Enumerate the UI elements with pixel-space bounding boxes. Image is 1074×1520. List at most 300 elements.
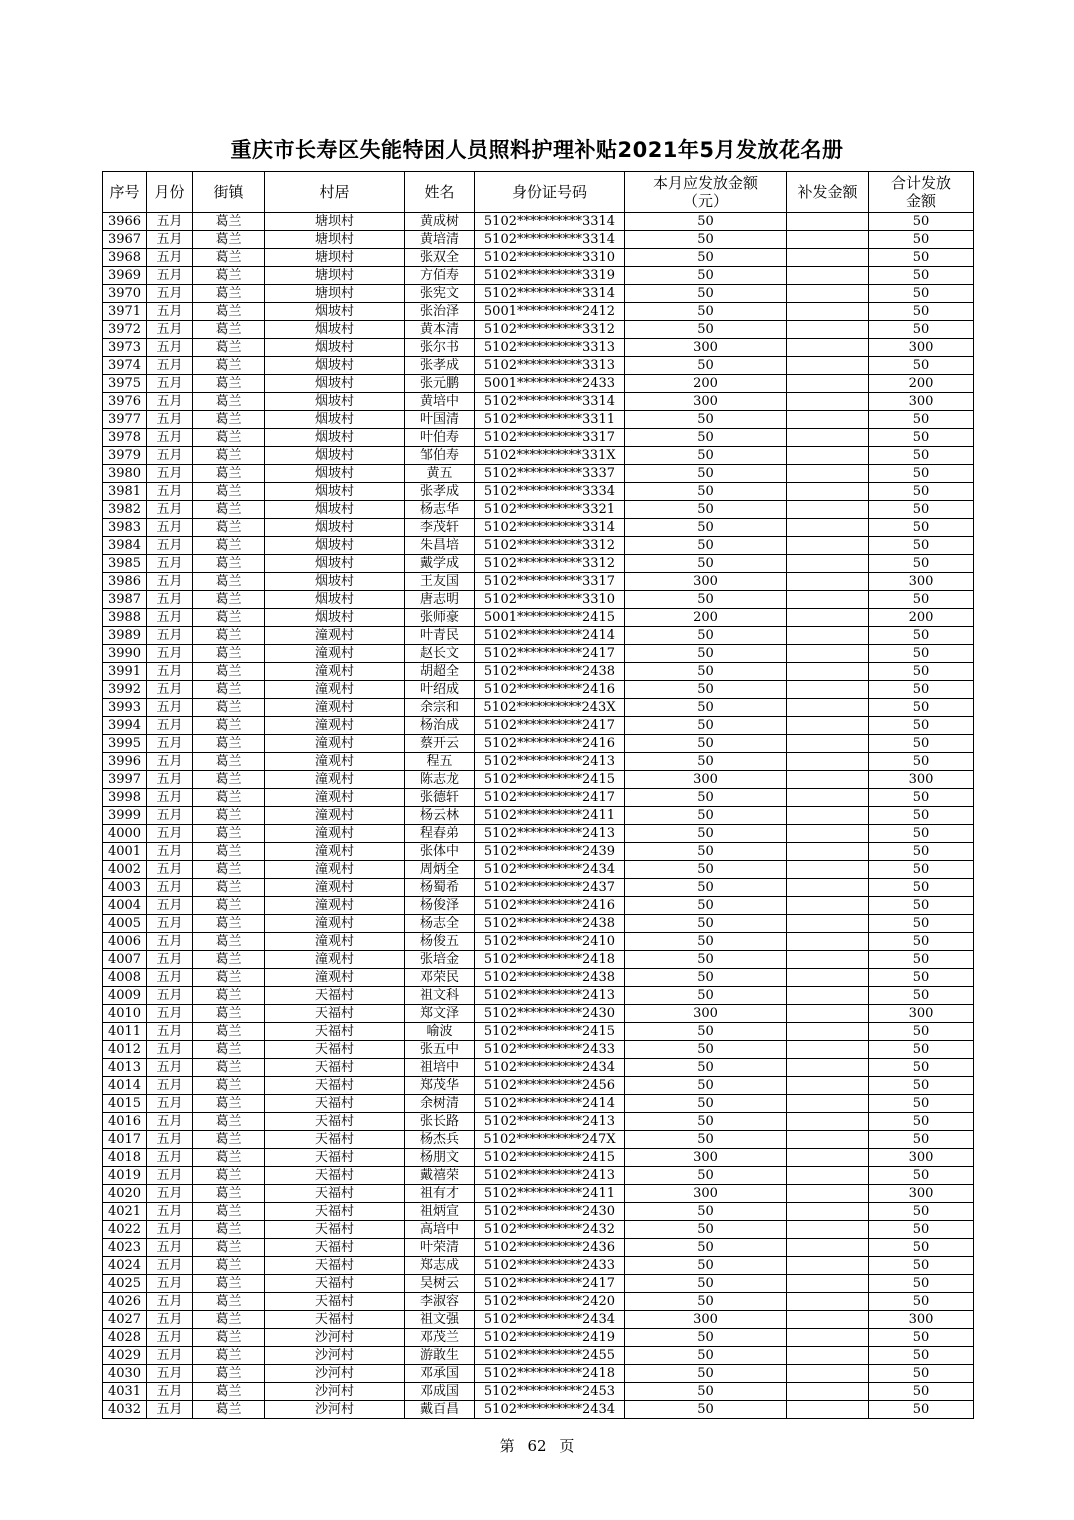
col-header-town: 街镇 bbox=[193, 172, 265, 213]
cell-name: 戴禧荣 bbox=[405, 1167, 475, 1185]
cell-index: 3983 bbox=[103, 519, 147, 537]
cell-town: 葛兰 bbox=[193, 285, 265, 303]
cell-village: 烟坡村 bbox=[265, 393, 405, 411]
table-row bbox=[103, 771, 974, 789]
cell-id-number: 5102**********2434 bbox=[475, 1059, 625, 1077]
cell-supplement bbox=[787, 1149, 869, 1167]
cell-village: 潼观村 bbox=[265, 645, 405, 663]
cell-month: 五月 bbox=[147, 1095, 193, 1113]
cell-town: 葛兰 bbox=[193, 789, 265, 807]
cell-id-number: 5102**********3312 bbox=[475, 321, 625, 339]
cell-total: 200 bbox=[869, 375, 974, 393]
cell-town: 葛兰 bbox=[193, 573, 265, 591]
cell-month: 五月 bbox=[147, 573, 193, 591]
cell-village: 烟坡村 bbox=[265, 519, 405, 537]
cell-village: 沙河村 bbox=[265, 1329, 405, 1347]
cell-monthly-amount: 200 bbox=[625, 375, 787, 393]
cell-month: 五月 bbox=[147, 897, 193, 915]
table-row bbox=[103, 915, 974, 933]
cell-total: 50 bbox=[869, 321, 974, 339]
cell-month: 五月 bbox=[147, 627, 193, 645]
cell-index: 3989 bbox=[103, 627, 147, 645]
cell-monthly-amount: 50 bbox=[625, 357, 787, 375]
cell-month: 五月 bbox=[147, 735, 193, 753]
cell-index: 4017 bbox=[103, 1131, 147, 1149]
cell-id-number: 5001**********2433 bbox=[475, 375, 625, 393]
cell-village: 天福村 bbox=[265, 1257, 405, 1275]
cell-id-number: 5102**********2413 bbox=[475, 825, 625, 843]
cell-town: 葛兰 bbox=[193, 339, 265, 357]
cell-monthly-amount: 50 bbox=[625, 1077, 787, 1095]
cell-total: 300 bbox=[869, 573, 974, 591]
cell-index: 4006 bbox=[103, 933, 147, 951]
cell-id-number: 5102**********2456 bbox=[475, 1077, 625, 1095]
cell-index: 4031 bbox=[103, 1383, 147, 1401]
cell-id-number: 5102**********2415 bbox=[475, 771, 625, 789]
table-row bbox=[103, 1059, 974, 1077]
cell-village: 潼观村 bbox=[265, 951, 405, 969]
cell-name: 李茂轩 bbox=[405, 519, 475, 537]
cell-index: 4023 bbox=[103, 1239, 147, 1257]
cell-monthly-amount: 50 bbox=[625, 447, 787, 465]
cell-town: 葛兰 bbox=[193, 1365, 265, 1383]
cell-town: 葛兰 bbox=[193, 969, 265, 987]
cell-name: 叶绍成 bbox=[405, 681, 475, 699]
cell-name: 程五 bbox=[405, 753, 475, 771]
cell-month: 五月 bbox=[147, 861, 193, 879]
cell-index: 3986 bbox=[103, 573, 147, 591]
cell-id-number: 5102**********3310 bbox=[475, 591, 625, 609]
cell-monthly-amount: 50 bbox=[625, 1383, 787, 1401]
cell-town: 葛兰 bbox=[193, 1149, 265, 1167]
cell-total: 50 bbox=[869, 285, 974, 303]
cell-month: 五月 bbox=[147, 843, 193, 861]
cell-monthly-amount: 50 bbox=[625, 285, 787, 303]
roster-body bbox=[103, 213, 974, 1419]
table-row bbox=[103, 231, 974, 249]
cell-village: 潼观村 bbox=[265, 735, 405, 753]
cell-total: 50 bbox=[869, 807, 974, 825]
cell-month: 五月 bbox=[147, 1311, 193, 1329]
table-row bbox=[103, 1311, 974, 1329]
table-row bbox=[103, 1077, 974, 1095]
table-row bbox=[103, 807, 974, 825]
cell-total: 300 bbox=[869, 1005, 974, 1023]
cell-index: 4022 bbox=[103, 1221, 147, 1239]
cell-index: 4032 bbox=[103, 1401, 147, 1419]
cell-total: 300 bbox=[869, 771, 974, 789]
cell-monthly-amount: 50 bbox=[625, 987, 787, 1005]
cell-name: 郑文泽 bbox=[405, 1005, 475, 1023]
cell-month: 五月 bbox=[147, 393, 193, 411]
cell-month: 五月 bbox=[147, 1239, 193, 1257]
cell-total: 50 bbox=[869, 1095, 974, 1113]
cell-index: 4029 bbox=[103, 1347, 147, 1365]
cell-total: 50 bbox=[869, 645, 974, 663]
cell-monthly-amount: 50 bbox=[625, 321, 787, 339]
cell-id-number: 5102**********2455 bbox=[475, 1347, 625, 1365]
col-header-id-number: 身份证号码 bbox=[475, 172, 625, 213]
cell-index: 4005 bbox=[103, 915, 147, 933]
cell-id-number: 5102**********2417 bbox=[475, 645, 625, 663]
cell-monthly-amount: 50 bbox=[625, 303, 787, 321]
cell-village: 烟坡村 bbox=[265, 429, 405, 447]
cell-supplement bbox=[787, 519, 869, 537]
cell-total: 50 bbox=[869, 717, 974, 735]
cell-name: 郑茂华 bbox=[405, 1077, 475, 1095]
cell-id-number: 5102**********2415 bbox=[475, 1149, 625, 1167]
cell-name: 杨朋文 bbox=[405, 1149, 475, 1167]
table-row bbox=[103, 375, 974, 393]
cell-name: 杨杰兵 bbox=[405, 1131, 475, 1149]
cell-month: 五月 bbox=[147, 537, 193, 555]
cell-supplement bbox=[787, 1311, 869, 1329]
cell-index: 4013 bbox=[103, 1059, 147, 1077]
cell-id-number: 5102**********3314 bbox=[475, 519, 625, 537]
cell-month: 五月 bbox=[147, 1185, 193, 1203]
cell-id-number: 5102**********2418 bbox=[475, 951, 625, 969]
cell-index: 4019 bbox=[103, 1167, 147, 1185]
cell-supplement bbox=[787, 1257, 869, 1275]
cell-id-number: 5001**********2415 bbox=[475, 609, 625, 627]
cell-name: 王友国 bbox=[405, 573, 475, 591]
cell-town: 葛兰 bbox=[193, 825, 265, 843]
cell-supplement bbox=[787, 789, 869, 807]
cell-town: 葛兰 bbox=[193, 249, 265, 267]
cell-index: 4018 bbox=[103, 1149, 147, 1167]
cell-index: 3973 bbox=[103, 339, 147, 357]
cell-name: 余树清 bbox=[405, 1095, 475, 1113]
table-row bbox=[103, 1095, 974, 1113]
cell-supplement bbox=[787, 735, 869, 753]
cell-id-number: 5102**********2438 bbox=[475, 915, 625, 933]
cell-town: 葛兰 bbox=[193, 465, 265, 483]
table-row bbox=[103, 843, 974, 861]
cell-name: 黄成树 bbox=[405, 213, 475, 231]
table-row bbox=[103, 1401, 974, 1419]
cell-monthly-amount: 50 bbox=[625, 915, 787, 933]
table-row bbox=[103, 411, 974, 429]
cell-total: 300 bbox=[869, 393, 974, 411]
cell-village: 塘坝村 bbox=[265, 267, 405, 285]
cell-supplement bbox=[787, 1275, 869, 1293]
cell-monthly-amount: 50 bbox=[625, 1365, 787, 1383]
table-row bbox=[103, 699, 974, 717]
cell-town: 葛兰 bbox=[193, 1347, 265, 1365]
cell-supplement bbox=[787, 447, 869, 465]
cell-name: 叶国清 bbox=[405, 411, 475, 429]
cell-total: 50 bbox=[869, 1329, 974, 1347]
roster-table bbox=[102, 171, 974, 1419]
cell-total: 50 bbox=[869, 357, 974, 375]
cell-monthly-amount: 50 bbox=[625, 519, 787, 537]
cell-index: 4010 bbox=[103, 1005, 147, 1023]
cell-id-number: 5102**********3319 bbox=[475, 267, 625, 285]
table-header-row bbox=[103, 172, 974, 213]
col-header-month: 月份 bbox=[147, 172, 193, 213]
cell-month: 五月 bbox=[147, 951, 193, 969]
cell-monthly-amount: 50 bbox=[625, 1401, 787, 1419]
cell-village: 潼观村 bbox=[265, 663, 405, 681]
cell-supplement bbox=[787, 321, 869, 339]
cell-village: 烟坡村 bbox=[265, 609, 405, 627]
cell-month: 五月 bbox=[147, 411, 193, 429]
cell-id-number: 5102**********2413 bbox=[475, 1167, 625, 1185]
cell-village: 潼观村 bbox=[265, 627, 405, 645]
cell-total: 50 bbox=[869, 789, 974, 807]
cell-total: 50 bbox=[869, 843, 974, 861]
cell-index: 3992 bbox=[103, 681, 147, 699]
cell-month: 五月 bbox=[147, 807, 193, 825]
cell-town: 葛兰 bbox=[193, 1383, 265, 1401]
cell-name: 余宗和 bbox=[405, 699, 475, 717]
cell-village: 塘坝村 bbox=[265, 285, 405, 303]
cell-name: 祖炳宣 bbox=[405, 1203, 475, 1221]
cell-index: 4021 bbox=[103, 1203, 147, 1221]
table-row bbox=[103, 267, 974, 285]
table-row bbox=[103, 321, 974, 339]
cell-total: 50 bbox=[869, 213, 974, 231]
cell-monthly-amount: 50 bbox=[625, 267, 787, 285]
col-header-monthly-amount-line2: （元） bbox=[682, 192, 728, 210]
cell-town: 葛兰 bbox=[193, 537, 265, 555]
cell-town: 葛兰 bbox=[193, 1041, 265, 1059]
cell-id-number: 5102**********2438 bbox=[475, 663, 625, 681]
cell-monthly-amount: 50 bbox=[625, 951, 787, 969]
cell-index: 3994 bbox=[103, 717, 147, 735]
cell-supplement bbox=[787, 609, 869, 627]
cell-index: 3990 bbox=[103, 645, 147, 663]
page-footer bbox=[0, 1435, 1074, 1456]
cell-id-number: 5102**********3317 bbox=[475, 573, 625, 591]
cell-supplement bbox=[787, 933, 869, 951]
cell-month: 五月 bbox=[147, 285, 193, 303]
cell-total: 200 bbox=[869, 609, 974, 627]
cell-village: 潼观村 bbox=[265, 879, 405, 897]
col-header-index: 序号 bbox=[103, 172, 147, 213]
cell-supplement bbox=[787, 1167, 869, 1185]
table-row bbox=[103, 1185, 974, 1203]
cell-name: 邹伯寿 bbox=[405, 447, 475, 465]
cell-supplement bbox=[787, 1077, 869, 1095]
cell-name: 张德轩 bbox=[405, 789, 475, 807]
cell-index: 3980 bbox=[103, 465, 147, 483]
cell-index: 4015 bbox=[103, 1095, 147, 1113]
cell-total: 50 bbox=[869, 591, 974, 609]
cell-index: 3995 bbox=[103, 735, 147, 753]
cell-index: 3984 bbox=[103, 537, 147, 555]
cell-name: 陈志龙 bbox=[405, 771, 475, 789]
table-row bbox=[103, 213, 974, 231]
cell-index: 4027 bbox=[103, 1311, 147, 1329]
cell-name: 杨志全 bbox=[405, 915, 475, 933]
cell-name: 喻波 bbox=[405, 1023, 475, 1041]
cell-town: 葛兰 bbox=[193, 915, 265, 933]
cell-village: 沙河村 bbox=[265, 1383, 405, 1401]
cell-index: 3998 bbox=[103, 789, 147, 807]
table-row bbox=[103, 933, 974, 951]
table-row bbox=[103, 429, 974, 447]
cell-supplement bbox=[787, 1185, 869, 1203]
cell-supplement bbox=[787, 771, 869, 789]
cell-supplement bbox=[787, 1041, 869, 1059]
cell-name: 张宪文 bbox=[405, 285, 475, 303]
cell-index: 4025 bbox=[103, 1275, 147, 1293]
cell-id-number: 5102**********2430 bbox=[475, 1203, 625, 1221]
table-row bbox=[103, 1383, 974, 1401]
cell-name: 邓成国 bbox=[405, 1383, 475, 1401]
cell-town: 葛兰 bbox=[193, 717, 265, 735]
cell-total: 50 bbox=[869, 1221, 974, 1239]
cell-town: 葛兰 bbox=[193, 303, 265, 321]
cell-name: 黄培中 bbox=[405, 393, 475, 411]
cell-month: 五月 bbox=[147, 303, 193, 321]
cell-village: 烟坡村 bbox=[265, 573, 405, 591]
table-row bbox=[103, 645, 974, 663]
cell-total: 50 bbox=[869, 411, 974, 429]
table-row bbox=[103, 483, 974, 501]
table-row bbox=[103, 987, 974, 1005]
cell-name: 高培中 bbox=[405, 1221, 475, 1239]
cell-index: 3996 bbox=[103, 753, 147, 771]
cell-supplement bbox=[787, 1221, 869, 1239]
cell-id-number: 5102**********2416 bbox=[475, 897, 625, 915]
cell-supplement bbox=[787, 663, 869, 681]
cell-monthly-amount: 50 bbox=[625, 969, 787, 987]
cell-town: 葛兰 bbox=[193, 933, 265, 951]
cell-village: 烟坡村 bbox=[265, 321, 405, 339]
cell-name: 杨俊五 bbox=[405, 933, 475, 951]
cell-index: 3985 bbox=[103, 555, 147, 573]
cell-supplement bbox=[787, 1095, 869, 1113]
cell-name: 黄五 bbox=[405, 465, 475, 483]
cell-supplement bbox=[787, 843, 869, 861]
cell-village: 潼观村 bbox=[265, 789, 405, 807]
cell-index: 3982 bbox=[103, 501, 147, 519]
cell-id-number: 5102**********2411 bbox=[475, 807, 625, 825]
cell-month: 五月 bbox=[147, 1077, 193, 1095]
table-row bbox=[103, 285, 974, 303]
cell-town: 葛兰 bbox=[193, 1077, 265, 1095]
cell-total: 300 bbox=[869, 1185, 974, 1203]
cell-id-number: 5102**********2411 bbox=[475, 1185, 625, 1203]
cell-month: 五月 bbox=[147, 1293, 193, 1311]
cell-town: 葛兰 bbox=[193, 681, 265, 699]
cell-monthly-amount: 50 bbox=[625, 843, 787, 861]
cell-monthly-amount: 200 bbox=[625, 609, 787, 627]
cell-name: 张孝成 bbox=[405, 357, 475, 375]
cell-monthly-amount: 300 bbox=[625, 1149, 787, 1167]
cell-total: 300 bbox=[869, 1311, 974, 1329]
cell-village: 天福村 bbox=[265, 1311, 405, 1329]
cell-village: 潼观村 bbox=[265, 843, 405, 861]
cell-town: 葛兰 bbox=[193, 897, 265, 915]
cell-village: 潼观村 bbox=[265, 699, 405, 717]
table-row bbox=[103, 1329, 974, 1347]
cell-monthly-amount: 50 bbox=[625, 735, 787, 753]
table-row bbox=[103, 753, 974, 771]
cell-month: 五月 bbox=[147, 1041, 193, 1059]
cell-monthly-amount: 50 bbox=[625, 1131, 787, 1149]
cell-village: 烟坡村 bbox=[265, 501, 405, 519]
cell-monthly-amount: 50 bbox=[625, 1293, 787, 1311]
table-row bbox=[103, 1167, 974, 1185]
cell-id-number: 5102**********3317 bbox=[475, 429, 625, 447]
cell-total: 50 bbox=[869, 483, 974, 501]
cell-town: 葛兰 bbox=[193, 807, 265, 825]
table-row bbox=[103, 447, 974, 465]
cell-monthly-amount: 50 bbox=[625, 825, 787, 843]
cell-monthly-amount: 50 bbox=[625, 591, 787, 609]
cell-name: 朱昌培 bbox=[405, 537, 475, 555]
cell-index: 3987 bbox=[103, 591, 147, 609]
cell-name: 吴树云 bbox=[405, 1275, 475, 1293]
cell-village: 天福村 bbox=[265, 1239, 405, 1257]
cell-town: 葛兰 bbox=[193, 411, 265, 429]
cell-total: 50 bbox=[869, 519, 974, 537]
cell-village: 潼观村 bbox=[265, 933, 405, 951]
cell-name: 周炳全 bbox=[405, 861, 475, 879]
cell-id-number: 5102**********3311 bbox=[475, 411, 625, 429]
cell-village: 塘坝村 bbox=[265, 213, 405, 231]
cell-village: 沙河村 bbox=[265, 1401, 405, 1419]
table-row bbox=[103, 393, 974, 411]
cell-monthly-amount: 50 bbox=[625, 213, 787, 231]
cell-name: 黄培清 bbox=[405, 231, 475, 249]
cell-monthly-amount: 50 bbox=[625, 897, 787, 915]
cell-month: 五月 bbox=[147, 1149, 193, 1167]
cell-supplement bbox=[787, 303, 869, 321]
cell-village: 天福村 bbox=[265, 1023, 405, 1041]
cell-name: 张双全 bbox=[405, 249, 475, 267]
cell-month: 五月 bbox=[147, 483, 193, 501]
table-row bbox=[103, 735, 974, 753]
cell-month: 五月 bbox=[147, 555, 193, 573]
cell-month: 五月 bbox=[147, 771, 193, 789]
cell-id-number: 5102**********2434 bbox=[475, 1401, 625, 1419]
table-row bbox=[103, 591, 974, 609]
cell-month: 五月 bbox=[147, 789, 193, 807]
cell-index: 3988 bbox=[103, 609, 147, 627]
cell-index: 3981 bbox=[103, 483, 147, 501]
cell-town: 葛兰 bbox=[193, 771, 265, 789]
cell-village: 烟坡村 bbox=[265, 303, 405, 321]
cell-town: 葛兰 bbox=[193, 1221, 265, 1239]
col-header-monthly-amount bbox=[625, 172, 787, 213]
cell-monthly-amount: 50 bbox=[625, 1203, 787, 1221]
cell-name: 游敢生 bbox=[405, 1347, 475, 1365]
cell-village: 天福村 bbox=[265, 1221, 405, 1239]
cell-monthly-amount: 50 bbox=[625, 1329, 787, 1347]
cell-monthly-amount: 50 bbox=[625, 753, 787, 771]
cell-id-number: 5102**********3312 bbox=[475, 555, 625, 573]
cell-village: 烟坡村 bbox=[265, 447, 405, 465]
cell-monthly-amount: 50 bbox=[625, 501, 787, 519]
cell-total: 50 bbox=[869, 663, 974, 681]
cell-index: 3997 bbox=[103, 771, 147, 789]
cell-id-number: 5102**********2413 bbox=[475, 1113, 625, 1131]
cell-month: 五月 bbox=[147, 375, 193, 393]
table-row bbox=[103, 1239, 974, 1257]
cell-village: 烟坡村 bbox=[265, 537, 405, 555]
cell-town: 葛兰 bbox=[193, 321, 265, 339]
cell-village: 天福村 bbox=[265, 1293, 405, 1311]
cell-village: 潼观村 bbox=[265, 753, 405, 771]
table-row bbox=[103, 1365, 974, 1383]
cell-index: 3976 bbox=[103, 393, 147, 411]
cell-month: 五月 bbox=[147, 231, 193, 249]
cell-index: 4004 bbox=[103, 897, 147, 915]
